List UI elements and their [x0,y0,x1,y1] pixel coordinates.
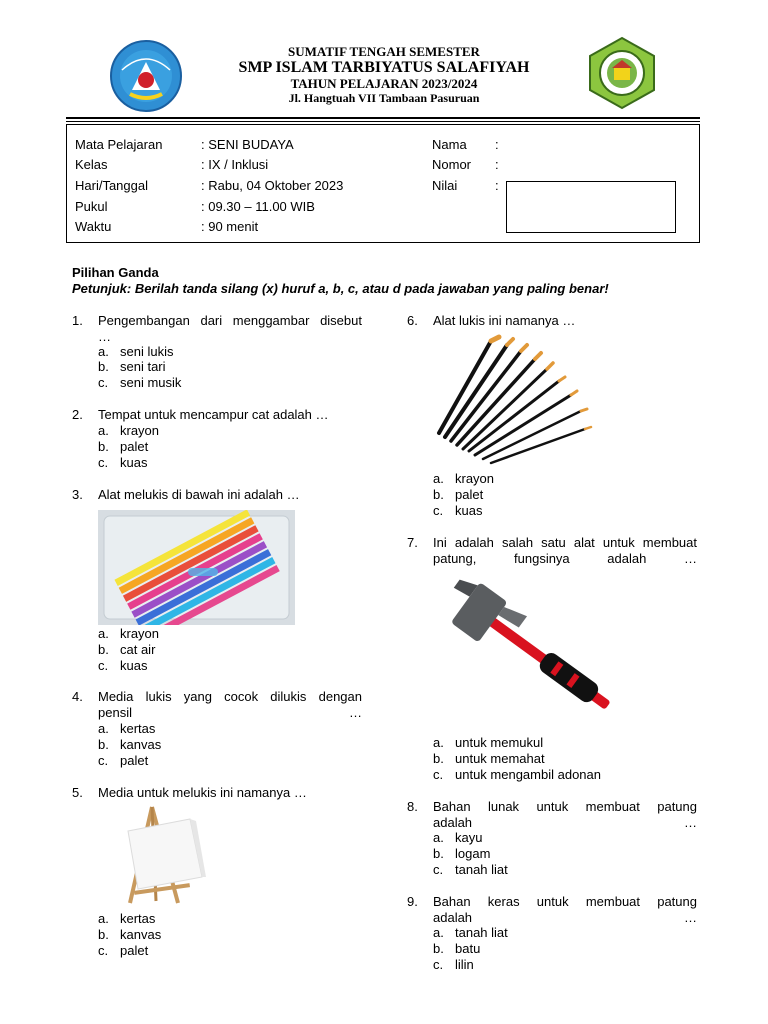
option-text: palet [120,439,149,454]
info-label-score: Nilai [432,178,458,193]
option-letter: b. [98,737,109,752]
question-line: Pengembangan dari menggambar disebut [98,313,362,328]
info-value-subject: : SENI BUDAYA [201,137,294,152]
option-letter: a. [433,471,444,486]
question-text: Media untuk melukis ini namanya … [98,785,307,800]
option-text: palet [455,487,484,502]
question-number: 6. [407,313,418,328]
option-letter: b. [98,642,109,657]
question-number: 4. [72,689,83,704]
option-letter: c. [98,943,109,958]
option-text: untuk memahat [455,751,545,766]
option-letter: c. [433,957,444,972]
question-line: adalah … [433,815,697,830]
question-number: 1. [72,313,83,328]
option-letter: b. [433,941,444,956]
question-number: 5. [72,785,83,800]
school-address: Jl. Hangtuah VII Tambaan Pasuruan [288,91,480,105]
question-8 [407,799,697,831]
option-letter: b. [433,751,444,766]
question-line: Bahan keras untuk membuat patung [433,894,697,909]
info-value-duration: : 90 menit [201,219,259,234]
option-text: untuk mengambil adonan [455,767,601,782]
school-name: SMP ISLAM TARBIYATUS SALAFIYAH [238,59,530,76]
option-text: seni lukis [120,344,174,359]
question-6 [407,313,697,329]
question-text: Tempat untuk mencampur cat adalah … [98,407,329,422]
option-letter: c. [433,862,444,877]
question-line: pensil … [98,705,362,720]
option-letter: c. [98,375,109,390]
option-text: cat air [120,642,156,657]
school-header [0,44,768,105]
option-text: seni musik [120,375,182,390]
canvas-easel-image [112,803,210,907]
header-divider [66,117,700,119]
section-title: Pilihan Ganda [72,265,159,280]
question-text [98,689,362,721]
info-value-time: : 09.30 – 11.00 WIB [201,199,315,214]
question-number: 9. [407,894,418,909]
question-1 [72,313,362,347]
option-text: krayon [455,471,495,486]
option-letter: b. [98,439,109,454]
info-label-subject: Mata Pelajaran [75,137,163,152]
question-line: … [98,329,111,344]
school-year: TAHUN PELAJARAN 2023/2024 [290,76,478,91]
option-text: kayu [455,830,483,845]
score-box[interactable] [506,181,676,233]
option-text: kuas [120,658,148,673]
option-text: logam [455,846,491,861]
question-number: 8. [407,799,418,814]
info-label-name: Nama [432,137,467,152]
info-label-time: Pukul [75,199,108,214]
option-text: untuk memukul [455,735,544,750]
option-letter: a. [433,830,444,845]
option-text: kanvas [120,737,162,752]
option-text: palet [120,943,149,958]
option-text: kanvas [120,927,162,942]
option-letter: b. [433,487,444,502]
option-text: batu [455,941,481,956]
option-letter: b. [98,359,109,374]
option-letter: a. [98,626,109,641]
question-text: Alat melukis di bawah ini adalah … [98,487,300,502]
question-2 [72,407,362,423]
info-label-duration: Waktu [75,219,112,234]
option-text: kertas [120,911,156,926]
hammer-image [433,572,623,736]
question-text: Alat lukis ini namanya … [433,313,576,328]
option-letter: b. [98,927,109,942]
info-label-number: Nomor [432,157,472,172]
question-text [433,894,697,926]
question-4 [72,689,362,721]
info-value-score: : [495,178,499,193]
paintbrush-image [433,333,593,469]
option-text: tanah liat [455,925,508,940]
info-value-date: : Rabu, 04 Oktober 2023 [201,178,344,193]
question-9 [407,894,697,926]
question-line: Media lukis yang cocok dilukis dengan [98,689,362,704]
option-letter: a. [98,911,109,926]
question-number: 7. [407,535,418,550]
info-value-name: : [495,137,499,152]
question-line: adalah … [433,910,697,925]
question-5 [72,785,362,801]
info-value-number: : [495,157,499,172]
option-letter: b. [433,846,444,861]
option-text: kertas [120,721,156,736]
option-text: kuas [455,503,483,518]
option-text: kuas [120,455,148,470]
question-text [433,535,697,567]
section-instruction: Petunjuk: Berilah tanda silang (x) huruf a, b, c, atau d pada jawaban yang paling benar! [72,281,609,296]
info-label-class: Kelas [75,157,108,172]
option-text: krayon [120,626,160,641]
option-letter: a. [433,925,444,940]
option-text: krayon [120,423,160,438]
question-3 [72,487,362,503]
info-label-date: Hari/Tanggal [75,178,148,193]
option-letter: c. [98,455,109,470]
question-text [433,799,697,831]
option-letter: a. [98,423,109,438]
option-text: lilin [455,957,474,972]
option-text: tanah liat [455,862,508,877]
header-divider-thin [66,121,700,122]
option-letter: c. [433,767,444,782]
option-letter: c. [98,658,109,673]
question-text [98,313,362,345]
option-letter: c. [98,753,109,768]
option-letter: a. [98,721,109,736]
option-text: palet [120,753,149,768]
question-number: 3. [72,487,83,502]
question-line: Ini adalah salah satu alat untuk membuat [433,535,697,550]
option-letter: a. [433,735,444,750]
question-line: Bahan lunak untuk membuat patung [433,799,697,814]
exam-title: SUMATIF TENGAH SEMESTER [288,44,480,59]
option-text: seni tari [120,359,166,374]
question-7 [407,535,697,567]
option-letter: a. [98,344,109,359]
crayon-image [98,510,295,625]
info-value-class: : IX / Inklusi [201,157,269,172]
question-line: patung, fungsinya adalah … [433,551,697,566]
question-number: 2. [72,407,83,422]
option-letter: c. [433,503,444,518]
